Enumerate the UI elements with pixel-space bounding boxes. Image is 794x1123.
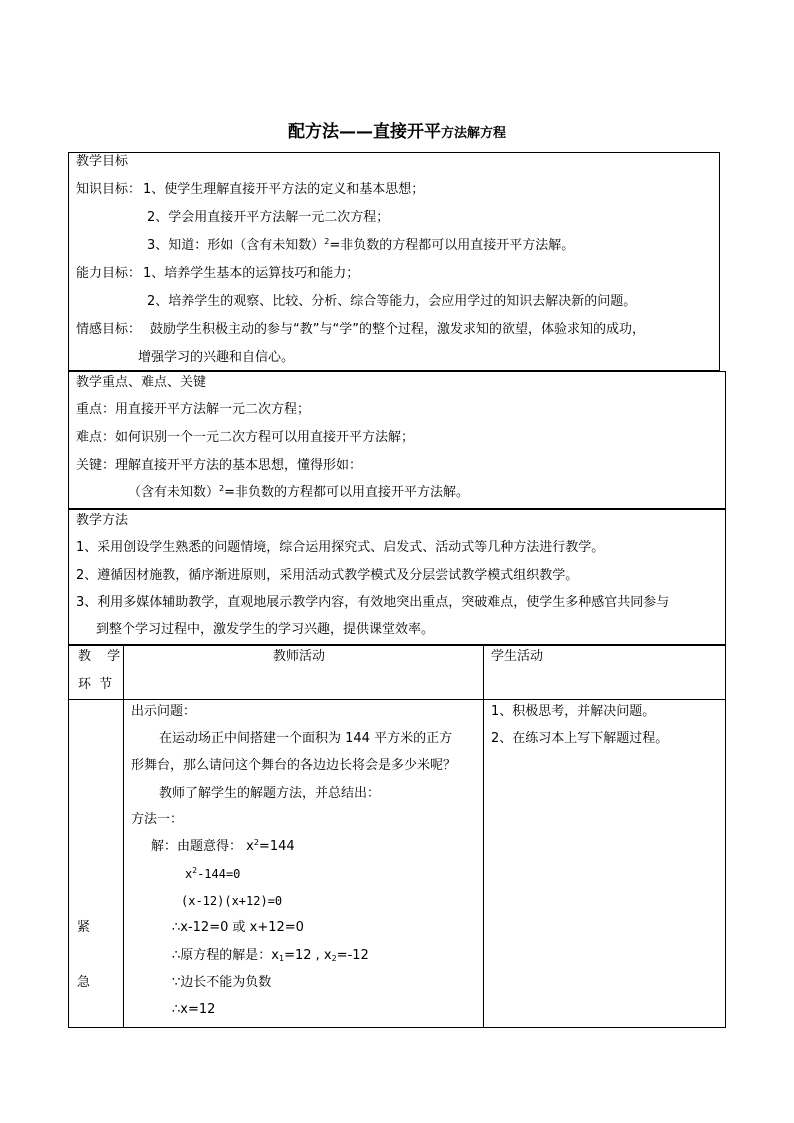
activity-table xyxy=(68,645,726,1028)
solution-step-1: 解：由题意得： $x^2=144$ xyxy=(151,838,295,854)
ability-label: 能力目标： xyxy=(76,266,142,281)
keypoint-focus: 重点：用直接开平方法解一元二次方程； xyxy=(76,402,311,417)
solution-step-5: ∴原方程的解是：$x_1=12$ , $x_2=-12$ xyxy=(172,948,369,963)
method-1: 1、采用创设学生熟悉的问题情境，综合运用探究式、启发式、活动式等几种方法进行教学。 xyxy=(76,540,605,555)
knowledge-goal-2: 2、学会用直接开平方法解一元二次方程； xyxy=(147,210,390,225)
student-activity-1: 1、积极思考，并解决问题。 xyxy=(491,704,656,719)
methods-heading: 教学方法 xyxy=(76,513,129,528)
header-stage-1: 教 学 xyxy=(78,649,127,664)
solution-step-4: ∴x-12=0 或 x+12=0 xyxy=(172,920,304,935)
teacher-show-problem: 出示问题： xyxy=(131,704,197,719)
teacher-problem-1: 在运动场正中间搭建一个面积为 144 平方米的正方 xyxy=(159,731,453,746)
keypoint-key: 关键：理解直接开平方法的基本思想，懂得形如： xyxy=(76,458,363,473)
stage-char-1: 紧 xyxy=(77,920,91,935)
emotion-label: 情感目标： xyxy=(76,322,142,337)
header-stage-2: 环 节 xyxy=(78,677,115,692)
title-suffix: 方法解方程 xyxy=(440,126,506,141)
page-title xyxy=(0,117,794,142)
student-activity-2: 2、在练习本上写下解题过程。 xyxy=(491,731,669,746)
method-3: 3、利用多媒体辅助教学，直观地展示教学内容，有效地突出重点，突破难点，使学生多种感官共同参与 xyxy=(76,595,670,610)
header-student: 学生活动 xyxy=(491,649,544,664)
method-2: 2、遵循因材施教，循序渐进原则，采用活动式教学模式及分层尝试教学模式组织教学。 xyxy=(76,568,579,583)
solution-step-3: (x-12)(x+12)=0 xyxy=(181,894,283,908)
solution-step-6: ∵边长不能为负数 xyxy=(172,975,272,990)
ability-goal-2: 2、培养学生的观察、比较、分析、综合等能力，会应用学过的知识去解决新的问题。 xyxy=(147,294,637,309)
ability-goal-1: 1、培养学生基本的运算技巧和能力； xyxy=(143,266,360,281)
goals-heading: 教学目标 xyxy=(76,154,129,169)
title-main: 配方法——直接开平 xyxy=(287,122,441,142)
keypoints-heading: 教学重点、难点、关键 xyxy=(76,375,207,390)
knowledge-goal-1: 1、使学生理解直接开平方法的定义和基本思想； xyxy=(143,182,425,197)
teacher-method-1: 方法一： xyxy=(131,812,184,827)
knowledge-label: 知识目标： xyxy=(76,182,142,197)
emotion-goal-2: 增强学习的兴趣和自信心。 xyxy=(138,350,295,365)
emotion-goal-1: 鼓励学生积极主动的参与“教”与“学”的整个过程，激发求知的欲望，体验求知的成功， xyxy=(150,322,645,337)
teacher-problem-2: 形舞台，那么请问这个舞台的各边边长将会是多少米呢？ xyxy=(131,758,457,773)
keypoint-difficulty: 难点：如何识别一个一元二次方程可以用直接开平方法解； xyxy=(76,430,415,445)
table-divider-2 xyxy=(483,645,484,1028)
teacher-summary: 教师了解学生的解题方法，并总结出： xyxy=(159,786,381,801)
table-divider-1 xyxy=(123,645,124,1028)
solution-step-2: $x^2-144=0$ xyxy=(185,866,241,881)
knowledge-goal-3: 3、知道：形如（含有未知数）$^2$=非负数的方程都可以用直接开平方法解。 xyxy=(147,237,575,253)
header-teacher: 教师活动 xyxy=(273,649,326,664)
table-header-divider xyxy=(68,699,726,700)
method-3-cont: 到整个学习过程中，激发学生的学习兴趣，提供课堂效率。 xyxy=(96,622,435,637)
stage-char-2: 急 xyxy=(77,975,91,990)
solution-step-7: ∴x=12 xyxy=(172,1002,216,1017)
keypoint-key-cont: （含有未知数）$^2$=非负数的方程都可以用直接开平方法解。 xyxy=(128,484,470,500)
